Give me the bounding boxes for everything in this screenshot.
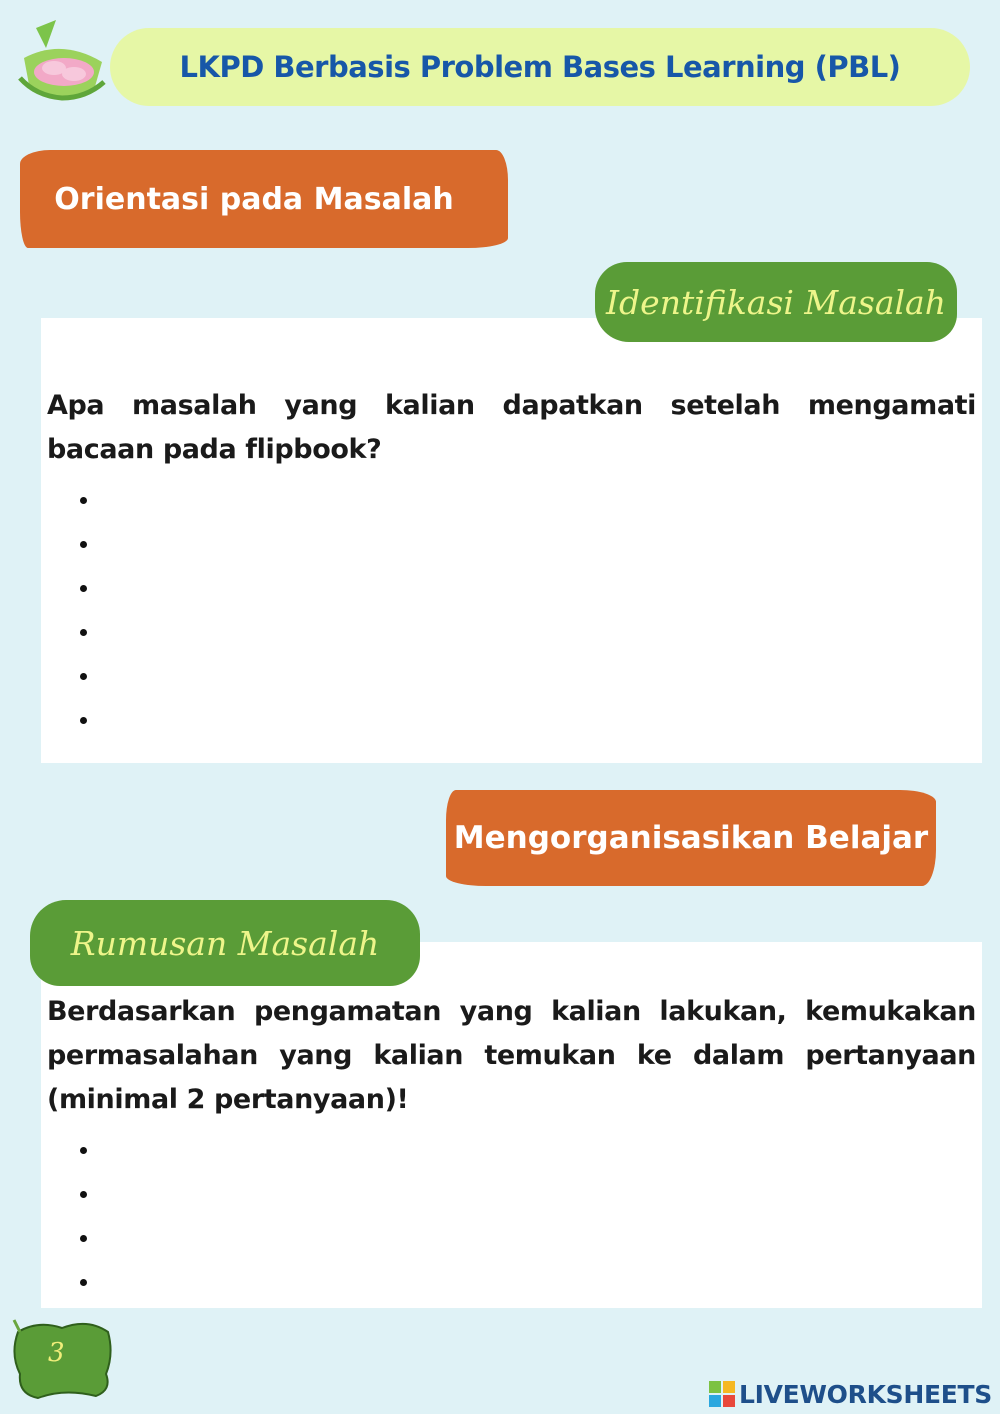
answer-bullet-list <box>47 1122 976 1298</box>
answer-bullet[interactable] <box>47 1166 976 1210</box>
answer-bullet[interactable] <box>47 516 976 560</box>
section-tab-label: Rumusan Masalah <box>70 923 380 963</box>
answer-panel-rumusan <box>41 942 982 1308</box>
question-text: Apa masalah yang kalian dapatkan setelah mengamati bacaan pada flipbook? <box>47 390 976 465</box>
section-banner-label: Mengorganisasikan Belajar <box>453 820 929 856</box>
answer-bullet[interactable] <box>47 1122 976 1166</box>
liveworksheets-logo-icon <box>709 1381 735 1407</box>
answer-panel-identifikasi <box>41 318 982 763</box>
liveworksheets-brand[interactable] <box>709 1378 992 1410</box>
section-banner-label: Orientasi pada Masalah <box>54 181 454 217</box>
answer-bullet[interactable] <box>47 1254 976 1298</box>
answer-bullet[interactable] <box>47 472 976 516</box>
answer-bullet-list <box>47 472 976 736</box>
brand-name: LIVEWORKSHEETS <box>738 1379 992 1409</box>
page-number: 3 <box>48 1338 65 1368</box>
section-banner-mengorganisasikan <box>446 790 936 886</box>
rice-cake-logo-icon <box>16 18 108 102</box>
answer-bullet[interactable] <box>47 648 976 692</box>
question-text: Berdasarkan pengamatan yang kalian lakukan, kemukakan permasalahan yang kalian temukan ke dalam pertanyaan (minimal 2 pertanyaan)! <box>47 996 976 1115</box>
section-banner-orientasi <box>20 150 508 248</box>
answer-bullet[interactable] <box>47 1210 976 1254</box>
answer-bullet[interactable] <box>47 692 976 736</box>
section-tab-label: Identifikasi Masalah <box>606 282 946 322</box>
section-tab-identifikasi <box>595 262 957 342</box>
header-banner <box>110 28 970 106</box>
page-title: LKPD Berbasis Problem Bases Learning (PBL) <box>179 50 901 84</box>
answer-bullet[interactable] <box>47 604 976 648</box>
answer-bullet[interactable] <box>47 560 976 604</box>
section-tab-rumusan <box>30 900 420 986</box>
